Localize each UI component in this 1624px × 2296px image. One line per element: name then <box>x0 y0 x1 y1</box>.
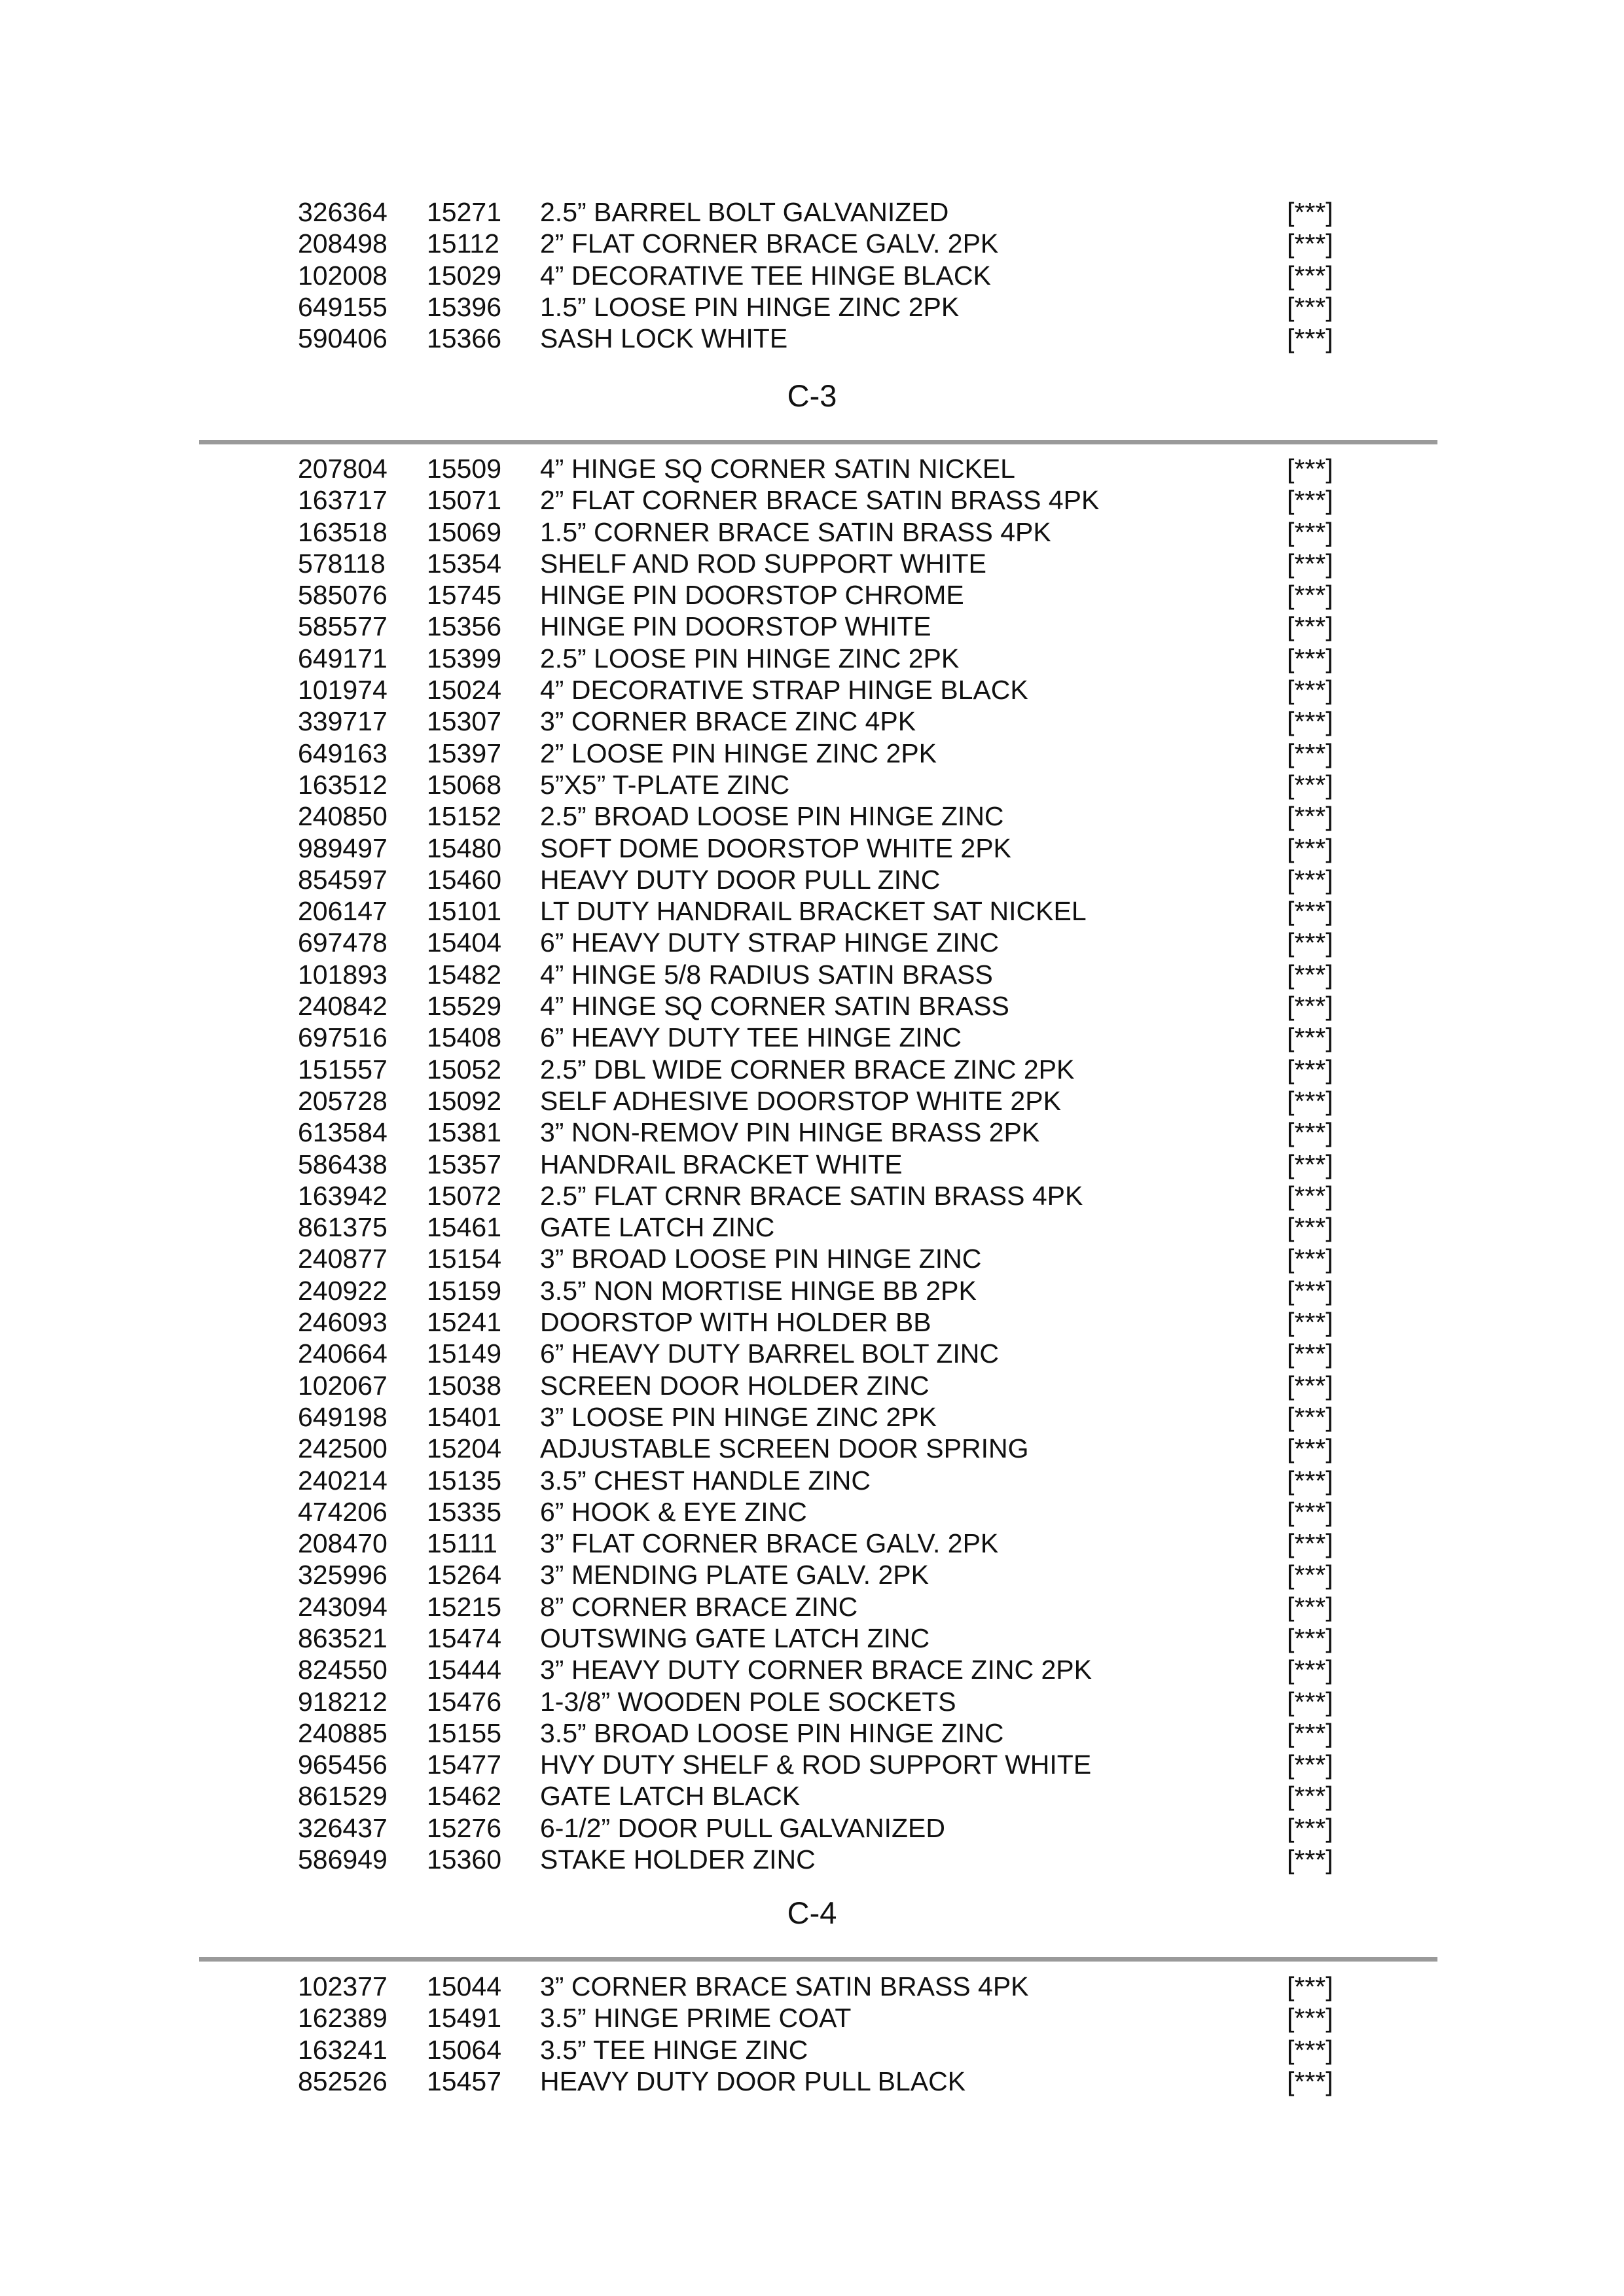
price-redacted: [***] <box>1287 675 1333 706</box>
table-row <box>0 1149 1624 1180</box>
item-number: 163512 <box>298 769 388 800</box>
sku-number: 15477 <box>427 1749 502 1780</box>
table-row <box>0 579 1624 611</box>
table-row <box>0 895 1624 927</box>
price-redacted: [***] <box>1287 927 1333 958</box>
price-redacted: [***] <box>1287 959 1333 990</box>
sku-number: 15068 <box>427 769 502 800</box>
item-description: 3.5” CHEST HANDLE ZINC <box>540 1465 871 1496</box>
item-description: 4” DECORATIVE TEE HINGE BLACK <box>540 260 991 291</box>
item-description: 3” HEAVY DUTY CORNER BRACE ZINC 2PK <box>540 1655 1092 1685</box>
table-row <box>0 738 1624 769</box>
price-redacted: [***] <box>1287 991 1333 1022</box>
table-row <box>0 1433 1624 1464</box>
item-number: 649171 <box>298 643 388 673</box>
item-description: 3” NON-REMOV PIN HINGE BRASS 2PK <box>540 1117 1040 1148</box>
table-row <box>0 643 1624 674</box>
item-number: 240850 <box>298 801 388 832</box>
item-number: 326437 <box>298 1812 388 1843</box>
price-redacted: [***] <box>1287 1275 1333 1306</box>
item-number: 162389 <box>298 2003 388 2034</box>
table-row <box>0 1717 1624 1749</box>
item-number: 697478 <box>298 927 388 958</box>
item-number: 151557 <box>298 1054 388 1085</box>
price-redacted: [***] <box>1287 323 1333 354</box>
item-description: ADJUSTABLE SCREEN DOOR SPRING <box>540 1433 1029 1464</box>
item-number: 240842 <box>298 991 388 1022</box>
price-redacted: [***] <box>1287 1717 1333 1748</box>
table-row <box>0 1180 1624 1211</box>
sku-number: 15276 <box>427 1812 502 1843</box>
price-redacted: [***] <box>1287 1085 1333 1116</box>
price-redacted: [***] <box>1287 738 1333 768</box>
sku-number: 15064 <box>427 2034 502 2065</box>
price-redacted: [***] <box>1287 706 1333 737</box>
price-redacted: [***] <box>1287 801 1333 832</box>
item-description: 4” DECORATIVE STRAP HINGE BLACK <box>540 675 1028 706</box>
item-description: 6” HEAVY DUTY STRAP HINGE ZINC <box>540 927 999 958</box>
table-row <box>0 548 1624 579</box>
sku-number: 15204 <box>427 1433 502 1464</box>
price-redacted: [***] <box>1287 1401 1333 1432</box>
item-number: 101893 <box>298 959 388 990</box>
sku-number: 15271 <box>427 197 502 227</box>
item-description: 4” HINGE 5/8 RADIUS SATIN BRASS <box>540 959 993 990</box>
item-number: 578118 <box>298 548 386 579</box>
item-number: 325996 <box>298 1560 388 1590</box>
item-description: 4” HINGE SQ CORNER SATIN NICKEL <box>540 454 1015 484</box>
sku-number: 15357 <box>427 1149 502 1179</box>
item-description: 3” CORNER BRACE ZINC 4PK <box>540 706 916 737</box>
item-number: 240664 <box>298 1338 388 1369</box>
item-description: SOFT DOME DOORSTOP WHITE 2PK <box>540 833 1011 863</box>
sku-number: 15112 <box>427 228 499 259</box>
item-number: 585577 <box>298 611 388 642</box>
item-number: 246093 <box>298 1307 388 1338</box>
item-number: 339717 <box>298 706 388 737</box>
item-description: 6” HEAVY DUTY TEE HINGE ZINC <box>540 1022 962 1053</box>
item-description: 6” HEAVY DUTY BARREL BOLT ZINC <box>540 1338 999 1369</box>
price-redacted: [***] <box>1287 1686 1333 1717</box>
price-redacted: [***] <box>1287 1812 1333 1843</box>
item-number: 207804 <box>298 454 388 484</box>
price-redacted: [***] <box>1287 611 1333 642</box>
table-row <box>0 260 1624 291</box>
price-redacted: [***] <box>1287 2034 1333 2065</box>
table-row <box>0 1654 1624 1685</box>
table-row <box>0 1686 1624 1717</box>
item-description: GATE LATCH BLACK <box>540 1781 801 1812</box>
item-description: SCREEN DOOR HOLDER ZINC <box>540 1370 929 1401</box>
price-redacted: [***] <box>1287 1149 1333 1179</box>
table-row <box>0 769 1624 800</box>
item-description: HEAVY DUTY DOOR PULL ZINC <box>540 864 941 895</box>
price-redacted: [***] <box>1287 1307 1333 1338</box>
item-description: 3.5” BROAD LOOSE PIN HINGE ZINC <box>540 1717 1004 1748</box>
price-redacted: [***] <box>1287 1623 1333 1653</box>
price-redacted: [***] <box>1287 1465 1333 1496</box>
item-number: 697516 <box>298 1022 388 1053</box>
price-redacted: [***] <box>1287 1117 1333 1148</box>
price-redacted: [***] <box>1287 1180 1333 1211</box>
price-redacted: [***] <box>1287 2066 1333 2096</box>
table-row <box>0 2034 1624 2066</box>
price-redacted: [***] <box>1287 260 1333 291</box>
item-description: SHELF AND ROD SUPPORT WHITE <box>540 548 986 579</box>
sku-number: 15307 <box>427 706 502 737</box>
product-list-section-1 <box>0 196 1624 354</box>
item-number: 163241 <box>298 2034 388 2065</box>
table-row <box>0 1623 1624 1654</box>
price-redacted: [***] <box>1287 548 1333 579</box>
item-description: HINGE PIN DOORSTOP WHITE <box>540 611 931 642</box>
sku-number: 15038 <box>427 1370 502 1401</box>
table-row <box>0 1085 1624 1117</box>
price-redacted: [***] <box>1287 1781 1333 1812</box>
price-redacted: [***] <box>1287 896 1333 927</box>
item-number: 242500 <box>298 1433 388 1464</box>
item-number: 102008 <box>298 260 388 291</box>
table-row <box>0 864 1624 895</box>
sku-number: 15396 <box>427 291 502 322</box>
item-description: 2” LOOSE PIN HINGE ZINC 2PK <box>540 738 937 768</box>
item-number: 918212 <box>298 1686 388 1717</box>
item-number: 585076 <box>298 580 388 611</box>
price-redacted: [***] <box>1287 769 1333 800</box>
table-row <box>0 706 1624 737</box>
sku-number: 15381 <box>427 1117 502 1148</box>
table-row <box>0 1528 1624 1559</box>
item-number: 586438 <box>298 1149 388 1179</box>
price-redacted: [***] <box>1287 485 1333 516</box>
price-redacted: [***] <box>1287 833 1333 863</box>
table-row <box>0 674 1624 706</box>
table-row <box>0 833 1624 864</box>
table-row <box>0 611 1624 642</box>
item-description: 2.5” FLAT CRNR BRACE SATIN BRASS 4PK <box>540 1180 1083 1211</box>
sku-number: 15460 <box>427 864 502 895</box>
item-description: 2” FLAT CORNER BRACE SATIN BRASS 4PK <box>540 485 1100 516</box>
item-number: 649198 <box>298 1401 388 1432</box>
item-description: 2.5” LOOSE PIN HINGE ZINC 2PK <box>540 643 960 673</box>
item-number: 824550 <box>298 1655 388 1685</box>
sku-number: 15366 <box>427 323 502 354</box>
table-row <box>0 1591 1624 1623</box>
item-number: 586949 <box>298 1844 388 1875</box>
item-number: 863521 <box>298 1623 388 1653</box>
sku-number: 15024 <box>427 675 502 706</box>
item-number: 102067 <box>298 1370 388 1401</box>
item-description: OUTSWING GATE LATCH ZINC <box>540 1623 930 1653</box>
table-row <box>0 1401 1624 1433</box>
item-description: 8” CORNER BRACE ZINC <box>540 1591 858 1622</box>
item-description: GATE LATCH ZINC <box>540 1212 775 1243</box>
item-number: 163717 <box>298 485 388 516</box>
item-description: 4” HINGE SQ CORNER SATIN BRASS <box>540 991 1009 1022</box>
price-redacted: [***] <box>1287 516 1333 547</box>
price-redacted: [***] <box>1287 1655 1333 1685</box>
sku-number: 15154 <box>427 1244 502 1274</box>
item-description: 3” MENDING PLATE GALV. 2PK <box>540 1560 929 1590</box>
table-row <box>0 927 1624 958</box>
price-redacted: [***] <box>1287 228 1333 259</box>
item-number: 206147 <box>298 896 388 927</box>
table-row <box>0 1370 1624 1401</box>
page-label-c4: C-4 <box>787 1895 837 1930</box>
item-number: 240214 <box>298 1465 388 1496</box>
sku-number: 15264 <box>427 1560 502 1590</box>
sku-number: 15335 <box>427 1496 502 1527</box>
table-row <box>0 1844 1624 1875</box>
table-row <box>0 323 1624 354</box>
sku-number: 15149 <box>427 1338 502 1369</box>
item-number: 102377 <box>298 1971 388 2001</box>
price-redacted: [***] <box>1287 2003 1333 2034</box>
sku-number: 15457 <box>427 2066 502 2096</box>
price-redacted: [***] <box>1287 291 1333 322</box>
table-row <box>0 2066 1624 2097</box>
sku-number: 15029 <box>427 260 502 291</box>
table-row <box>0 1022 1624 1053</box>
table-row <box>0 1465 1624 1496</box>
item-description: 3” BROAD LOOSE PIN HINGE ZINC <box>540 1244 982 1274</box>
table-row <box>0 228 1624 259</box>
sku-number: 15474 <box>427 1623 502 1653</box>
table-row <box>0 1211 1624 1243</box>
item-description: HINGE PIN DOORSTOP CHROME <box>540 580 964 611</box>
sku-number: 15135 <box>427 1465 502 1496</box>
item-number: 163942 <box>298 1180 388 1211</box>
sku-number: 15069 <box>427 516 502 547</box>
sku-number: 15044 <box>427 1971 502 2001</box>
sku-number: 15404 <box>427 927 502 958</box>
price-redacted: [***] <box>1287 1370 1333 1401</box>
table-row <box>0 1749 1624 1780</box>
item-number: 243094 <box>298 1591 388 1622</box>
sku-number: 15101 <box>427 896 502 927</box>
price-redacted: [***] <box>1287 454 1333 484</box>
item-description: SASH LOCK WHITE <box>540 323 788 354</box>
price-redacted: [***] <box>1287 1591 1333 1622</box>
table-row <box>0 1496 1624 1528</box>
item-description: DOORSTOP WITH HOLDER BB <box>540 1307 931 1338</box>
sku-number: 15461 <box>427 1212 502 1243</box>
price-redacted: [***] <box>1287 1528 1333 1559</box>
price-redacted: [***] <box>1287 197 1333 227</box>
sku-number: 15480 <box>427 833 502 863</box>
item-description: 2.5” DBL WIDE CORNER BRACE ZINC 2PK <box>540 1054 1075 1085</box>
table-row <box>0 516 1624 548</box>
sku-number: 15215 <box>427 1591 502 1622</box>
sku-number: 15159 <box>427 1275 502 1306</box>
item-description: HEAVY DUTY DOOR PULL BLACK <box>540 2066 966 2096</box>
sku-number: 15072 <box>427 1180 502 1211</box>
item-description: 2” FLAT CORNER BRACE GALV. 2PK <box>540 228 999 259</box>
item-description: LT DUTY HANDRAIL BRACKET SAT NICKEL <box>540 896 1087 927</box>
item-number: 852526 <box>298 2066 388 2096</box>
table-row <box>0 990 1624 1022</box>
item-description: 5”X5” T-PLATE ZINC <box>540 769 790 800</box>
item-number: 649163 <box>298 738 388 768</box>
sku-number: 15071 <box>427 485 502 516</box>
page-label-c3: C-3 <box>787 378 837 413</box>
item-description: 3.5” NON MORTISE HINGE BB 2PK <box>540 1275 977 1306</box>
sku-number: 15052 <box>427 1054 502 1085</box>
price-redacted: [***] <box>1287 580 1333 611</box>
item-number: 208498 <box>298 228 388 259</box>
table-row <box>0 1971 1624 2002</box>
page-divider <box>199 440 1437 444</box>
sku-number: 15354 <box>427 548 502 579</box>
price-redacted: [***] <box>1287 1433 1333 1464</box>
item-description: 3.5” TEE HINGE ZINC <box>540 2034 808 2065</box>
item-description: SELF ADHESIVE DOORSTOP WHITE 2PK <box>540 1085 1061 1116</box>
sku-number: 15745 <box>427 580 502 611</box>
price-redacted: [***] <box>1287 643 1333 673</box>
table-row <box>0 959 1624 990</box>
table-row <box>0 484 1624 516</box>
item-number: 965456 <box>298 1749 388 1780</box>
sku-number: 15491 <box>427 2003 502 2034</box>
table-row <box>0 1306 1624 1338</box>
product-list-section-3 <box>0 1971 1624 2097</box>
sku-number: 15356 <box>427 611 502 642</box>
item-description: 1.5” CORNER BRACE SATIN BRASS 4PK <box>540 516 1051 547</box>
item-number: 205728 <box>298 1085 388 1116</box>
table-row <box>0 800 1624 832</box>
price-redacted: [***] <box>1287 1496 1333 1527</box>
table-row <box>0 1559 1624 1590</box>
sku-number: 15444 <box>427 1655 502 1685</box>
price-redacted: [***] <box>1287 864 1333 895</box>
item-description: HANDRAIL BRACKET WHITE <box>540 1149 903 1179</box>
item-description: 3.5” HINGE PRIME COAT <box>540 2003 852 2034</box>
price-redacted: [***] <box>1287 1022 1333 1053</box>
item-description: 1-3/8” WOODEN POLE SOCKETS <box>540 1686 956 1717</box>
price-redacted: [***] <box>1287 1338 1333 1369</box>
table-row <box>0 1243 1624 1274</box>
sku-number: 15476 <box>427 1686 502 1717</box>
item-number: 590406 <box>298 323 388 354</box>
item-number: 240885 <box>298 1717 388 1748</box>
item-number: 861529 <box>298 1781 388 1812</box>
price-redacted: [***] <box>1287 1560 1333 1590</box>
price-redacted: [***] <box>1287 1749 1333 1780</box>
item-number: 474206 <box>298 1496 388 1527</box>
table-row <box>0 196 1624 228</box>
price-redacted: [***] <box>1287 1212 1333 1243</box>
page-divider <box>199 1957 1437 1962</box>
price-redacted: [***] <box>1287 1054 1333 1085</box>
table-row <box>0 1812 1624 1844</box>
sku-number: 15399 <box>427 643 502 673</box>
item-description: 3” CORNER BRACE SATIN BRASS 4PK <box>540 1971 1029 2001</box>
item-description: 3” FLAT CORNER BRACE GALV. 2PK <box>540 1528 999 1559</box>
sku-number: 15529 <box>427 991 502 1022</box>
sku-number: 15092 <box>427 1085 502 1116</box>
item-description: 2.5” BARREL BOLT GALVANIZED <box>540 197 949 227</box>
table-row <box>0 1054 1624 1085</box>
item-description: 6” HOOK & EYE ZINC <box>540 1496 807 1527</box>
item-number: 854597 <box>298 864 388 895</box>
sku-number: 15397 <box>427 738 502 768</box>
item-description: 6-1/2” DOOR PULL GALVANIZED <box>540 1812 945 1843</box>
item-number: 613584 <box>298 1117 388 1148</box>
item-number: 240877 <box>298 1244 388 1274</box>
sku-number: 15482 <box>427 959 502 990</box>
sku-number: 15462 <box>427 1781 502 1812</box>
sku-number: 15360 <box>427 1844 502 1875</box>
sku-number: 15155 <box>427 1717 502 1748</box>
sku-number: 15152 <box>427 801 502 832</box>
table-row <box>0 1338 1624 1369</box>
item-number: 649155 <box>298 291 388 322</box>
sku-number: 15111 <box>427 1528 497 1559</box>
item-description: 1.5” LOOSE PIN HINGE ZINC 2PK <box>540 291 960 322</box>
product-list-section-2 <box>0 453 1624 1875</box>
item-number: 208470 <box>298 1528 388 1559</box>
item-description: STAKE HOLDER ZINC <box>540 1844 816 1875</box>
table-row <box>0 1117 1624 1148</box>
table-row <box>0 1275 1624 1306</box>
item-number: 240922 <box>298 1275 388 1306</box>
sku-number: 15241 <box>427 1307 502 1338</box>
table-row <box>0 453 1624 484</box>
sku-number: 15408 <box>427 1022 502 1053</box>
table-row <box>0 2002 1624 2034</box>
sku-number: 15509 <box>427 454 502 484</box>
table-row <box>0 291 1624 323</box>
item-number: 989497 <box>298 833 388 863</box>
item-description: HVY DUTY SHELF & ROD SUPPORT WHITE <box>540 1749 1092 1780</box>
item-number: 861375 <box>298 1212 388 1243</box>
item-number: 101974 <box>298 675 388 706</box>
sku-number: 15401 <box>427 1401 502 1432</box>
item-number: 163518 <box>298 516 388 547</box>
price-redacted: [***] <box>1287 1844 1333 1875</box>
price-redacted: [***] <box>1287 1244 1333 1274</box>
item-description: 2.5” BROAD LOOSE PIN HINGE ZINC <box>540 801 1004 832</box>
item-number: 326364 <box>298 197 388 227</box>
table-row <box>0 1780 1624 1812</box>
item-description: 3” LOOSE PIN HINGE ZINC 2PK <box>540 1401 937 1432</box>
price-redacted: [***] <box>1287 1971 1333 2001</box>
